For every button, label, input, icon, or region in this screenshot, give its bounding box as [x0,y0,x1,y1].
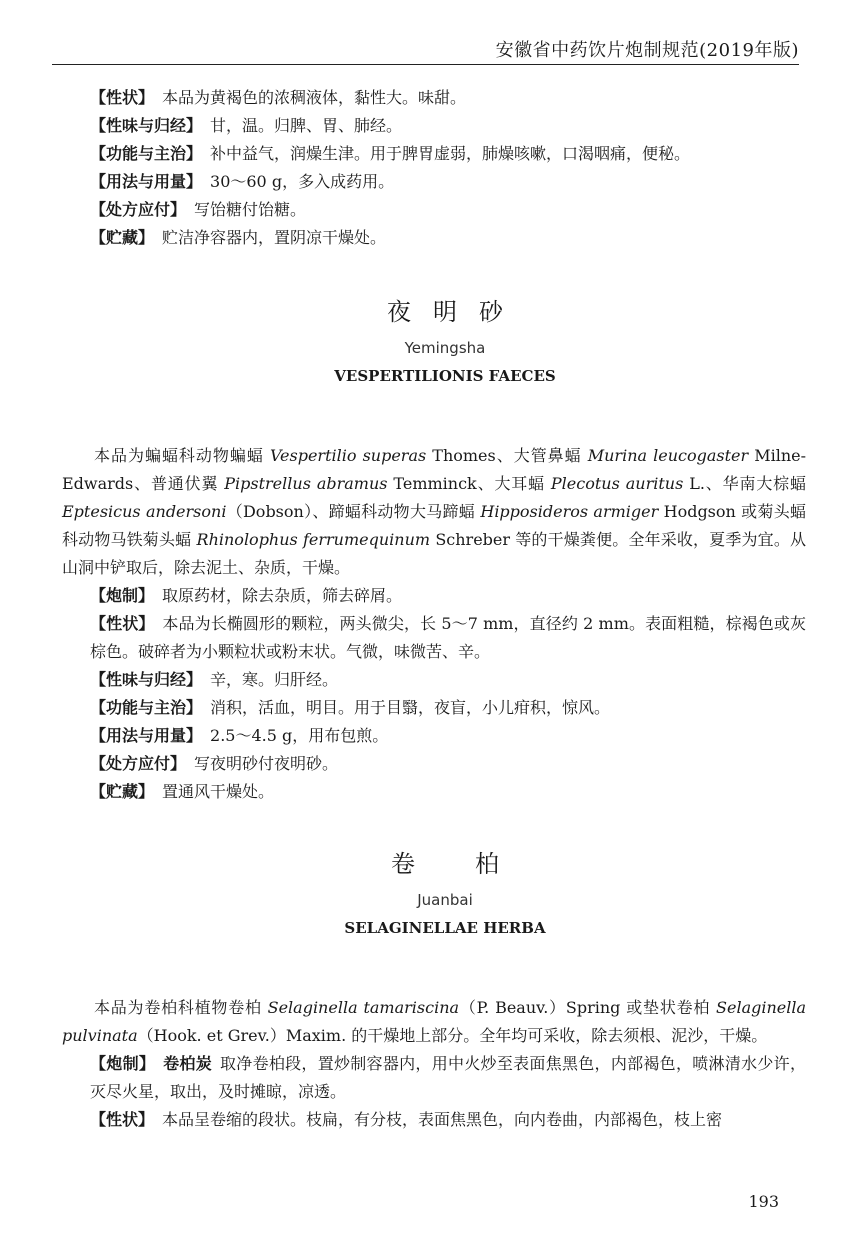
property-text: 置通风干燥处。 [162,782,275,801]
property-text: 贮洁净容器内，置阴凉干燥处。 [162,228,387,247]
text-run: （Hook. et Grev.）Maxim. 的干燥地上部分。全年均可采收，除去须根、泥沙，干燥。 [137,1026,768,1045]
property-row [90,84,800,112]
property-row [90,224,800,252]
property-text: 消积，活血，明目。用于目翳，夜盲，小儿疳积，惊风。 [210,698,611,717]
species-name: Selaginella tamariscina [267,998,460,1017]
property-text: 写夜明砂付夜明砂。 [194,754,339,773]
property-text: 写饴糖付饴糖。 [194,200,307,219]
property-label: 【贮藏】 [90,228,155,247]
property-label: 【功能与主治】 [90,144,203,163]
entry-pinyin: Yemingsha [404,339,486,357]
header-rule [52,64,799,65]
property-text: 2.5～4.5 g，用布包煎。 [210,726,389,745]
property-row [90,666,800,694]
property-label: 【性味与归经】 [90,116,203,135]
property-row [90,1106,800,1134]
property-label: 【贮藏】 [90,782,155,801]
property-label: 【功能与主治】 [90,698,203,717]
property-text: 甘，温。归脾、胃、肺经。 [210,116,403,135]
species-name: Vespertilio superas [269,446,427,465]
species-name: Selaginella pulvinata [62,998,807,1045]
text-run: 本品为蝙蝠科动物蝙蝠 [94,446,270,465]
property-row [90,140,800,168]
text-run: Milne-Edwards、普通伏翼 [62,446,807,493]
property-row [90,750,800,778]
property-row [62,610,806,666]
entry-latin-name: VESPERTILIONIS FAECES [334,367,556,385]
property-label: 【性状】 [90,88,155,107]
species-name: Murina leucogaster [587,446,749,465]
species-name: Rhinolophus ferrumequinum [196,530,431,549]
text-run: 本品为卷柏科植物卷柏 [94,998,268,1017]
text-run: Schreber 等的干燥粪便。全年采收，夏季为宜。从山洞中铲取后，除去泥土、杂质，干燥。 [62,530,806,577]
text-run: L.、华南大棕蝠 [683,474,807,493]
property-text: 补中益气，润燥生津。用于脾胃虚弱，肺燥咳嗽，口渴咽痛，便秘。 [210,144,691,163]
property-row [90,196,800,224]
text-run: Hodgson 或菊头蝠科动物马铁菊头蝠 [62,502,806,549]
property-row [90,778,800,806]
property-label: 【性状】 [90,614,155,633]
entry-title: 夜明砂 [387,298,525,326]
entry-title: 卷柏 [391,850,559,878]
page-number: 193 [748,1192,779,1211]
property-label: 【用法与用量】 [90,172,203,191]
property-row [90,582,800,610]
property-text: 本品为长椭圆形的颗粒，两头微尖，长 5～7 mm，直径约 2 mm。表面粗糙，棕褐色或灰棕色。破碎者为小颗粒状或粉末状。气微，味微苦、辛。 [90,614,806,661]
species-name: Pipstrellus abramus [224,474,388,493]
property-row [90,168,800,196]
property-label: 【性味与归经】 [90,670,203,689]
running-header: 安徽省中药饮片炮制规范(2019年版) [495,40,799,61]
property-row [90,694,800,722]
text-run: Temminck、大耳蝠 [387,474,551,493]
property-text: 本品为黄褐色的浓稠液体，黏性大。味甜。 [162,88,467,107]
property-label: 【性状】 [90,1110,155,1129]
property-text: 取原药材，除去杂质，筛去碎屑。 [162,586,403,605]
entry-pinyin: Juanbai [417,891,473,909]
property-text: 取净卷柏段，置炒制容器内，用中火炒至表面焦黑色，内部褐色，喷淋清水少许，灭尽火星，取出，及时摊晾，凉透。 [90,1054,806,1101]
source-paragraph [62,442,806,582]
property-label: 【用法与用量】 [90,726,203,745]
property-text: 本品呈卷缩的段状。枝扁，有分枝，表面焦黑色，向内卷曲，内部褐色，枝上密 [162,1110,723,1129]
property-label: 【处方应付】 [90,200,187,219]
property-label: 【炮制】 [90,586,155,605]
species-name: Plecotus auritus [550,474,684,493]
species-name: Hipposideros armiger [480,502,659,521]
property-row [90,722,800,750]
property-row [90,112,800,140]
species-name: Eptesicus andersoni [62,502,227,521]
property-label: 【处方应付】 [90,754,187,773]
property-text: 30～60 g，多入成药用。 [210,172,395,191]
property-text: 辛，寒。归肝经。 [210,670,339,689]
page-content [62,84,807,1134]
source-paragraph [62,994,806,1050]
processing-method-label: 卷柏炭 [163,1054,212,1073]
text-run: （P. Beauv.）Spring 或垫状卷柏 [459,998,717,1017]
entry-latin-name: SELAGINELLAE HERBA [344,919,546,937]
processing-row [62,1050,806,1106]
text-run: （Dobson）、蹄蝠科动物大马蹄蝠 [226,502,481,521]
text-run: Thomes、大管鼻蝠 [426,446,588,465]
property-label: 【炮制】 [90,1054,156,1073]
